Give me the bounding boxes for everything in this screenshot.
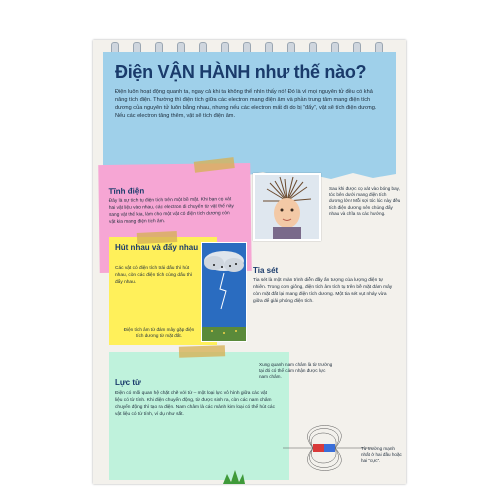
magnetism-title: Lực từ [115,378,141,387]
static-body: Đây là sự tích tụ điện tích trên một bề mặt. Khi bạn cọ xát hai vật liệu vào nhau, các electron di chuyển từ vật thể này sang vật thể kia, làm cho một vật có điện tích dương còn vật kia mang điện tích âm. [108,197,234,225]
cloud-ground-image [202,243,246,341]
magnet-field-caption: Xung quanh nam châm là từ trường tại đó có thể cảm nhận được lực nam châm. [259,362,333,380]
lightning-title: Tia sét [253,266,279,275]
magnetism-body: Điện có mối quan hệ chặt chẽ với từ – một loại lực vô hình giữa các vật liệu có từ tính. Khi điện chuyển động, từ được sinh ra, còn các nam châm chuyển động thì tạo ra điện. Nam châm là các mảnh kim loại có thể hút các vật liệu có từ tính, ví dụ như sắt. [115,391,275,417]
static-hair-photo [253,173,321,241]
book-page [93,40,406,484]
magnetic-field-diagram [283,418,373,478]
static-title: Tĩnh điện [108,186,145,196]
child-image [255,175,319,239]
south-pole [324,444,335,452]
attraction-caption: Điện tích âm từ đám mây gặp điện tích dương từ mặt đất. [123,327,195,339]
north-pole [313,444,324,452]
tape-strip [179,345,225,358]
page-title: Điện VẬN HÀNH như thế nào? [115,62,367,82]
static-photo-caption: Sau khi được cọ xát vào bóng bay, tóc bên dưới mang điện tích dương lớn! Mỗi sợi tóc lúc này đều tích điện dương nên chúng đẩy nhau và chĩa ra các hướng. [329,186,401,216]
intro-panel [103,52,396,172]
attraction-body: Các vật có điện tích trái dấu thì hút nhau, còn các điện tích cùng dấu thì đẩy nhau. [115,266,193,285]
thunderstorm-illustration [201,242,247,342]
attraction-title: Hút nhau và đẩy nhau [115,243,199,252]
leaf-decoration-icon [221,468,245,484]
intro-text: Điện luôn hoạt động quanh ta, ngay cả khi ta không thể nhìn thấy nó! Đó là vì mọi nguyên tử đều có khả năng tích điện. Thường thì điện tích giữa các electron mang điện âm và phần trung tâm mang điện tích dương của nguyên tử luôn bằng nhau, nhưng nếu các electron mất đi do bị “đẩy”, vật sẽ tích điện dương. Nếu các electron tăng thêm, vật sẽ tích điện âm. [115,89,377,119]
lightning-body: Tia sét là một màn trình diễn đầy ấn tượng của lượng điện tự nhiên. Trong cơn giông, điện tích âm tích tụ trên bề mặt đám mây còn mặt đất lại mang điện tích dương. Một tia sét vụt nháy vừa giữa để giải phóng điện tích. [253,278,393,304]
magnet-poles-caption: Từ trường mạnh nhất ở hai đầu hoặc hai “cực”. [361,446,402,464]
